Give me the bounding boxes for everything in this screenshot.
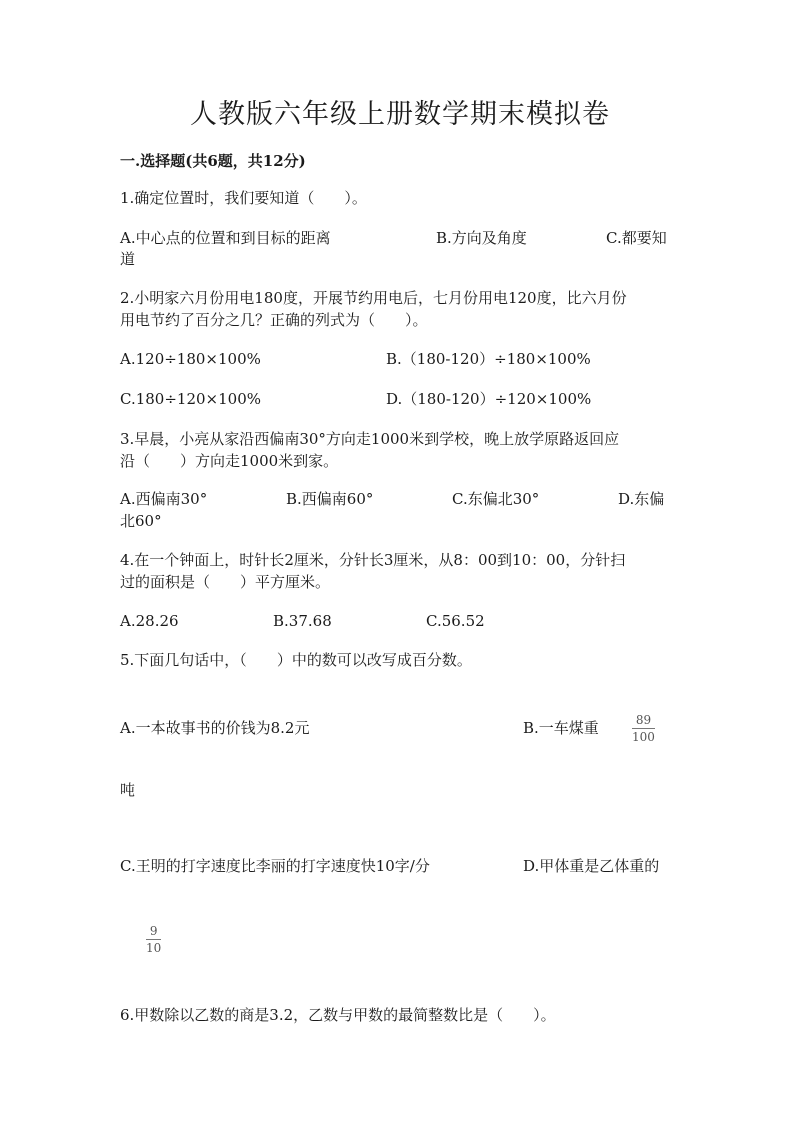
fraction-denominator: 100 <box>632 730 655 744</box>
q1-option-c: C.都要知 <box>606 229 667 247</box>
question-2-stem-line-1: 2.小明家六月份用电180度，开展节约用电后，七月份用电120度，比六月份 <box>120 289 627 307</box>
fraction-numerator: 9 <box>149 924 158 938</box>
fraction-bar <box>632 728 655 729</box>
q2-option-b: B.（180-120）÷180×100% <box>386 350 591 368</box>
q3-option-d-wrap: 北60° <box>120 512 162 530</box>
q2-option-a: A.120÷180×100% <box>120 350 261 368</box>
q5-option-b-fraction <box>632 713 655 744</box>
q5-option-b-wrap: 吨 <box>120 781 136 799</box>
page-title: 人教版六年级上册数学期末模拟卷 <box>190 99 610 130</box>
q4-option-a: A.28.26 <box>120 612 179 630</box>
q5-option-b: B.一车煤重 <box>523 719 599 737</box>
question-1-stem: 1.确定位置时，我们要知道（ ）。 <box>120 189 367 207</box>
section-heading: 一.选择题(共6题，共12分) <box>120 152 306 170</box>
question-3-stem-line-2: 沿（ ）方向走1000米到家。 <box>120 452 339 470</box>
fraction-numerator: 89 <box>635 713 652 727</box>
question-5-stem: 5.下面几句话中，（ ）中的数可以改写成百分数。 <box>120 651 472 669</box>
q4-option-b: B.37.68 <box>273 612 332 630</box>
q2-option-c: C.180÷120×100% <box>120 390 261 408</box>
question-2-stem-line-2: 用电节约了百分之几？正确的列式为（ ）。 <box>120 311 428 329</box>
q3-option-b: B.西偏南60° <box>286 490 374 508</box>
q5-option-a: A.一本故事书的价钱为8.2元 <box>120 719 310 737</box>
q1-option-a: A.中心点的位置和到目标的距离 <box>120 229 331 247</box>
fraction-denominator: 10 <box>146 941 162 955</box>
q3-option-d: D.东偏 <box>618 490 665 508</box>
question-4-stem-line-2: 过的面积是（ ）平方厘米。 <box>120 573 331 591</box>
q5-option-d: D.甲体重是乙体重的 <box>523 857 660 875</box>
q2-option-d: D.（180-120）÷120×100% <box>386 390 592 408</box>
q3-option-a: A.西偏南30° <box>120 490 208 508</box>
fraction-bar <box>146 939 161 940</box>
question-3-stem-line-1: 3.早晨，小亮从家沿西偏南30°方向走1000米到学校，晚上放学原路返回应 <box>120 430 620 448</box>
q1-option-c-wrap: 道 <box>120 250 136 268</box>
q5-option-c: C.王明的打字速度比李丽的打字速度快10字/分 <box>120 857 430 875</box>
q3-option-c: C.东偏北30° <box>452 490 540 508</box>
q5-option-d-fraction <box>146 924 161 955</box>
question-6-stem: 6.甲数除以乙数的商是3.2，乙数与甲数的最简整数比是（ ）。 <box>120 1006 556 1024</box>
question-4-stem-line-1: 4.在一个钟面上，时针长2厘米，分针长3厘米，从8：00到10：00，分针扫 <box>120 551 626 569</box>
q4-option-c: C.56.52 <box>426 612 485 630</box>
q1-option-b: B.方向及角度 <box>436 229 527 247</box>
